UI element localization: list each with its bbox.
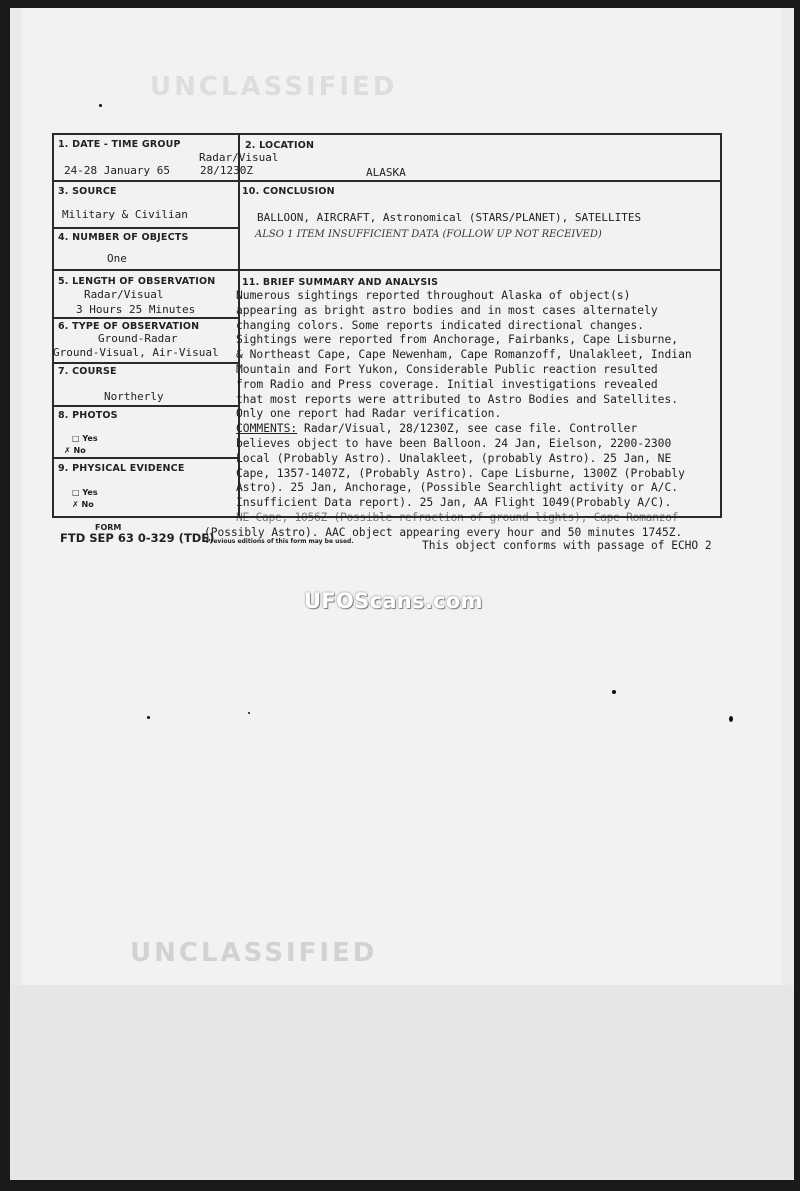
conclusion-handwritten-note: ALSO 1 ITEM INSUFFICIENT DATA (FOLLOW UP NOT RECEIVED) <box>255 229 602 240</box>
summary-line: appearing as bright astro bodies and in most cases alternately <box>236 303 658 317</box>
dust-speck <box>729 716 733 722</box>
comments-first-line <box>236 422 756 437</box>
comments-line: Local (Probably Astro). Unalakleet, (probably Astro). 25 Jan, NE <box>236 451 672 465</box>
overflow-line-1: (Possibly Astro). AAC object appearing every hour and 50 minutes 1745Z. <box>204 526 683 539</box>
date-range-value: 24-28 January 65 <box>64 164 170 177</box>
photos-no-label: No <box>73 446 86 455</box>
summary-line: Numerous sightings reported throughout Alaska of object(s) <box>236 289 631 302</box>
summary-line: Only one report had Radar verification. <box>236 407 502 421</box>
form-id: FTD SEP 63 0-329 (TDE) <box>60 531 215 545</box>
summary-line: changing colors. Some reports indicated directional changes. <box>236 318 645 332</box>
physical-no-checkbox: ✗ No <box>72 500 94 509</box>
dust-speck <box>99 104 102 107</box>
row-divider <box>54 227 238 229</box>
number-of-objects-value: One <box>107 252 127 265</box>
dust-speck <box>248 712 250 714</box>
dust-speck <box>612 690 616 694</box>
course-label: 7. COURSE <box>58 366 117 377</box>
type-of-observation-label: 6. TYPE OF OBSERVATION <box>58 321 200 332</box>
row-divider <box>54 180 720 182</box>
row-divider <box>54 457 238 459</box>
row-divider <box>54 362 238 364</box>
summary-label: 11. BRIEF SUMMARY AND ANALYSIS <box>242 277 439 288</box>
length-of-observation-label: 5. LENGTH OF OBSERVATION <box>58 276 216 287</box>
comments-label: COMMENTS: <box>236 422 298 436</box>
time-group-value: 28/1230Z <box>200 164 253 177</box>
summary-line: from Radio and Press coverage. Initial investigations revealed <box>236 377 658 391</box>
comments-line: Cape, 1357-1407Z, (Probably Astro). Cape Lisburne, 1300Z (Probably <box>236 466 685 480</box>
type-line-1-value: Ground-Radar <box>98 332 178 345</box>
photos-no-checkbox: ✗ No <box>64 446 86 455</box>
length-duration-value: 3 Hours 25 Minutes <box>76 303 196 316</box>
physical-yes-checkbox: □ Yes <box>72 488 98 497</box>
form-previous-editions-note: Previous editions of this form may be used. <box>206 538 354 545</box>
row-divider <box>54 269 720 271</box>
physical-evidence-label: 9. PHYSICAL EVIDENCE <box>58 463 185 474</box>
row-divider <box>54 317 238 319</box>
summary-line: & Northeast Cape, Cape Newenham, Cape Romanzoff, Unalakleet, Indian <box>236 348 692 362</box>
comments-first-text: Radar/Visual, 28/1230Z, see case file. Controller <box>297 422 638 436</box>
photos-yes-checkbox: □ Yes <box>72 434 98 443</box>
photos-yes-label: Yes <box>82 434 98 443</box>
number-of-objects-label: 4. NUMBER OF OBJECTS <box>58 232 189 243</box>
physical-no-label: No <box>81 500 94 509</box>
comments-line: Insufficient Data report). 25 Jan, AA Flight 1049(Probably A/C). <box>236 496 672 510</box>
summary-line: that most reports were attributed to Astro Bodies and Satellites. <box>236 392 679 406</box>
summary-line: Mountain and Fort Yukon, Considerable Public reaction resulted <box>236 362 658 376</box>
source-label: 3. SOURCE <box>58 186 117 197</box>
classification-stamp-top: UNCLASSIFIED <box>150 72 398 102</box>
comments-line: Astro). 25 Jan, Anchorage, (Possible Searchlight activity or A/C. <box>236 481 679 495</box>
comments-line: NE Cape, 1056Z (Possible refraction of ground lights), Cape Romanzof <box>236 510 679 524</box>
course-value: Northerly <box>104 390 164 403</box>
location-label: 2. LOCATION <box>245 140 315 151</box>
photos-label: 8. PHOTOS <box>58 410 118 421</box>
conclusion-value: BALLOON, AIRCRAFT, Astronomical (STARS/PLANET), SATELLITES <box>257 211 642 224</box>
form-word: FORM <box>95 523 122 532</box>
physical-yes-label: Yes <box>82 488 98 497</box>
source-value: Military & Civilian <box>62 208 188 221</box>
watermark: UFOScans.com <box>304 589 483 613</box>
date-time-label: 1. DATE - TIME GROUP <box>58 139 181 150</box>
radar-visual-label: Radar/Visual <box>199 151 279 164</box>
summary-text-block <box>236 289 756 526</box>
overflow-line-2: This object conforms with passage of ECHO 2 <box>422 539 712 552</box>
length-method-value: Radar/Visual <box>84 288 164 301</box>
comments-line: believes object to have been Balloon. 24 Jan, Eielson, 2200-2300 <box>236 436 672 450</box>
conclusion-label: 10. CONCLUSION <box>242 186 335 197</box>
location-value: ALASKA <box>366 166 406 179</box>
summary-line: Sightings were reported from Anchorage, Fairbanks, Cape Lisburne, <box>236 333 679 347</box>
dust-speck <box>147 716 150 719</box>
classification-stamp-bottom: UNCLASSIFIED <box>130 938 378 968</box>
row-divider <box>54 405 238 407</box>
type-line-2-value: Ground-Visual, Air-Visual <box>53 346 219 359</box>
lower-page-band <box>10 985 794 1180</box>
